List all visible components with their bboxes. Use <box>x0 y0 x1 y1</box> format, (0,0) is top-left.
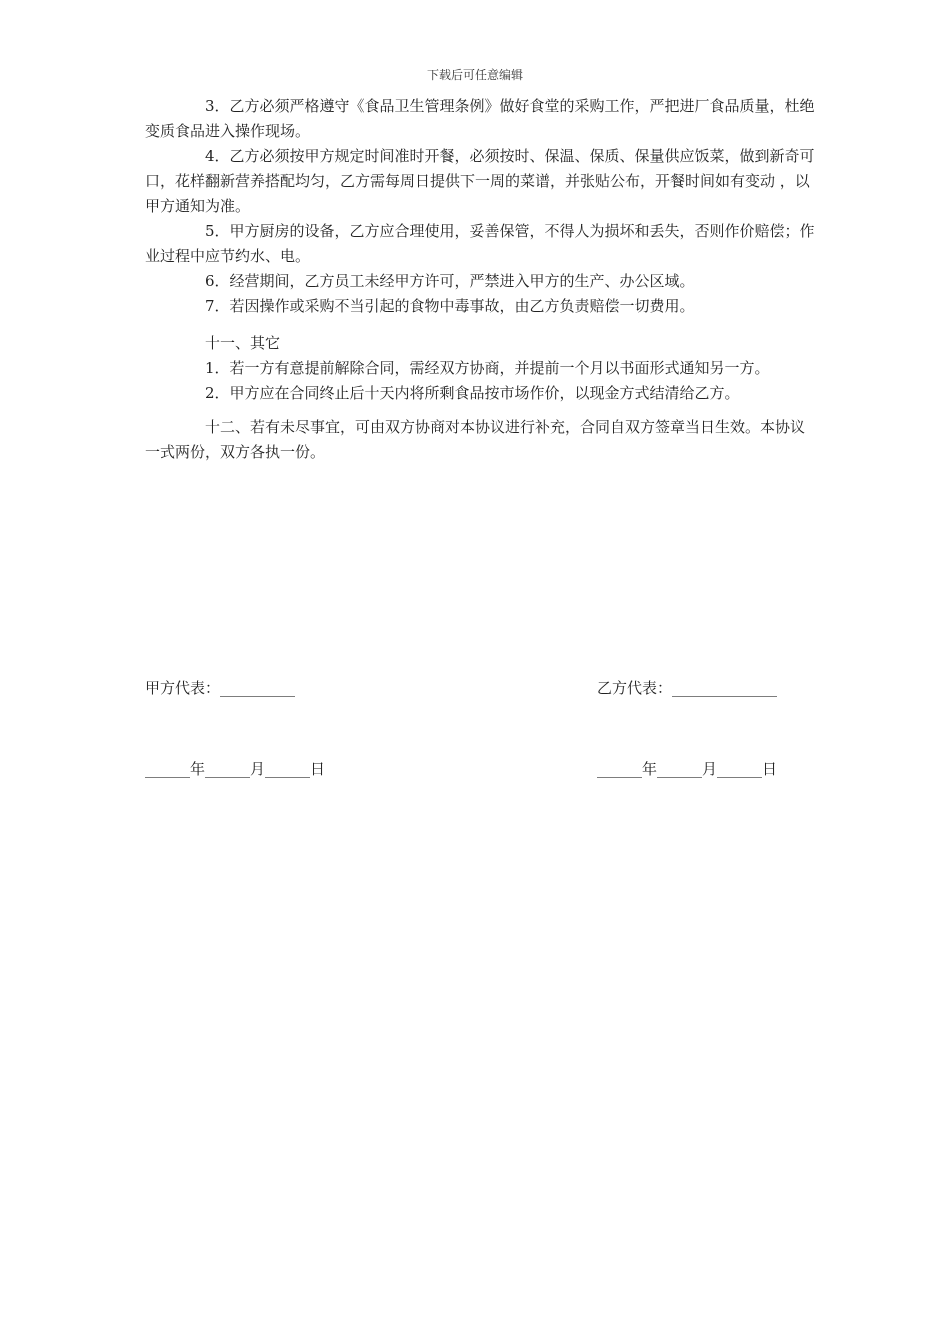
download-edit-note: 下载后可任意编辑 <box>426 68 523 82</box>
party-a-date: ______年______月______日 <box>145 760 326 778</box>
clause-5: 5．甲方厨房的设备，乙方应合理使用，妥善保管，不得人为损坏和丢失，否则作价赔偿；作业过程中应节约水、电。 <box>145 222 815 265</box>
section-11-heading: 十一、其它 <box>205 334 281 352</box>
section-12-paragraph: 十二、若有未尽事宜，可由双方协商对本协议进行补充，合同自双方签章当日生效。本协议一式两份，双方各执一份。 <box>145 418 806 461</box>
party-b-representative: 乙方代表：______________ <box>597 679 778 697</box>
party-b-date: ______年______月______日 <box>597 760 778 778</box>
clause-6: 6．经营期间，乙方员工未经甲方许可，严禁进入甲方的生产、办公区域。 <box>205 272 695 290</box>
clause-3: 3．乙方必须严格遵守《食品卫生管理条例》做好食堂的采购工作，严把进厂食品质量，杜绝变质食品进入操作现场。 <box>145 97 815 140</box>
clause-4: 4．乙方必须按甲方规定时间准时开餐，必须按时、保温、保质、保量供应饭菜，做到新奇可口，花样翻新营养搭配均匀，乙方需每周日提供下一周的菜谱，并张贴公布，开餐时间如有变动 ，以甲方通知为准。 <box>145 147 815 215</box>
party-a-representative: 甲方代表：__________ <box>145 679 296 697</box>
clause-7: 7．若因操作或采购不当引起的食物中毒事故，由乙方负责赔偿一切费用。 <box>205 297 695 315</box>
section-11-clause-1: 1．若一方有意提前解除合同，需经双方协商，并提前一个月以书面形式通知另一方。 <box>205 359 770 377</box>
section-11-clause-2: 2．甲方应在合同终止后十天内将所剩食品按市场作价，以现金方式结清给乙方。 <box>205 384 740 402</box>
contract-body <box>145 94 815 465</box>
